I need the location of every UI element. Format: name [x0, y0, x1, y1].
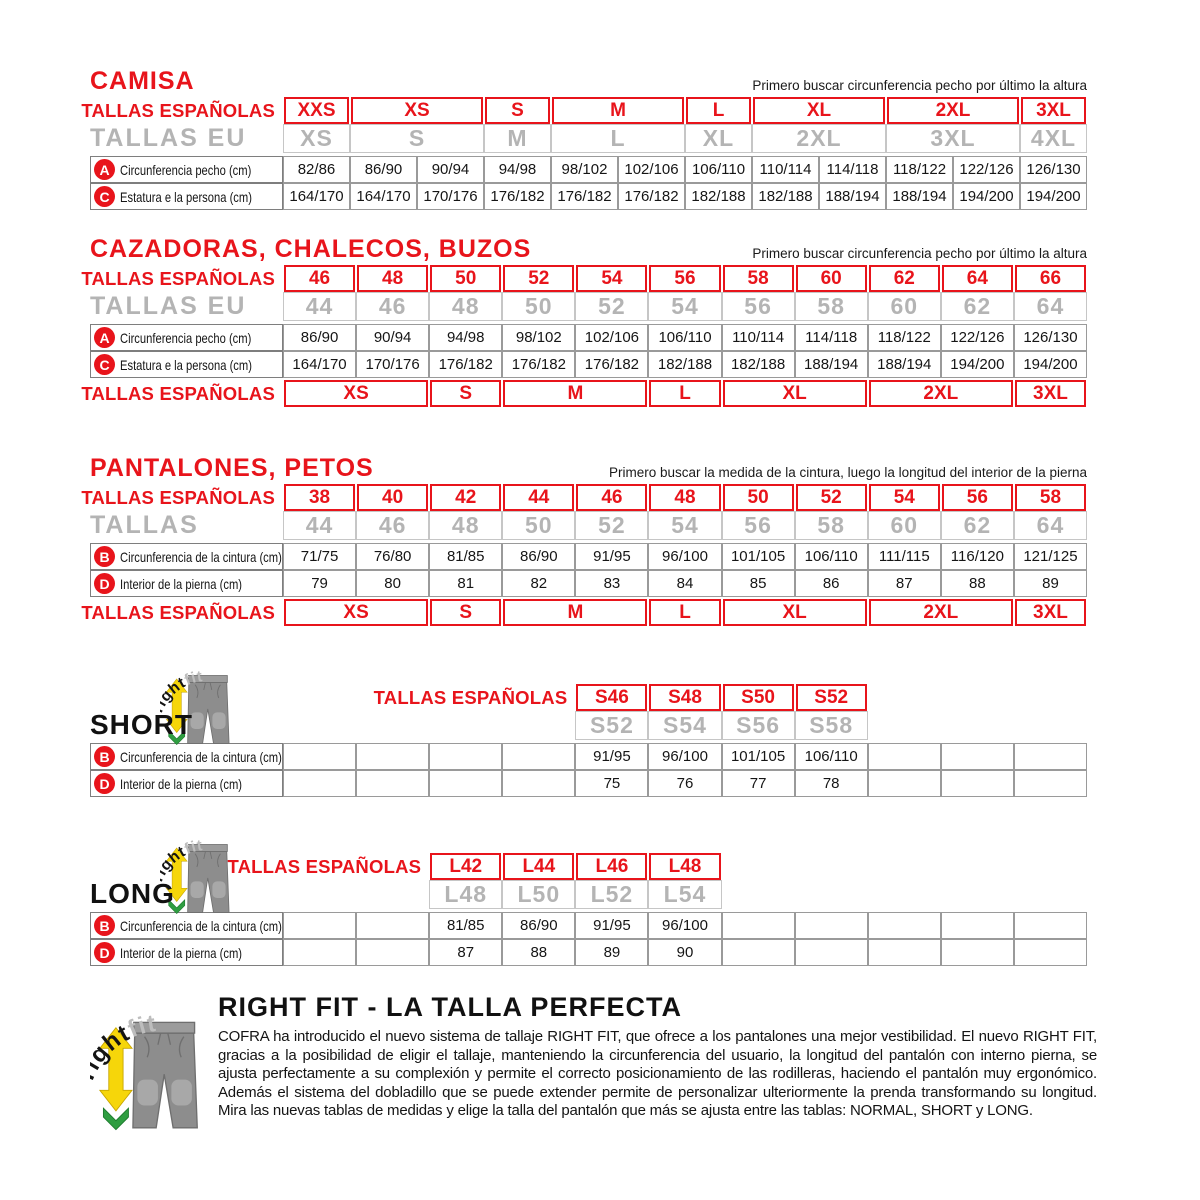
measure-value-cell: 85: [722, 570, 795, 597]
measure-value-cell: 87: [429, 939, 502, 966]
size-cell-eu: S54: [648, 711, 721, 740]
size-cell-letter: XL: [723, 380, 867, 407]
size-cell-eu: 44: [283, 511, 356, 540]
size-cell-eu: L48: [429, 880, 502, 909]
measure-value-cell: 76/80: [356, 543, 429, 570]
size-cell-es: XL: [753, 97, 885, 124]
measure-value-cell: 86/90: [283, 324, 356, 351]
section-rightfit: [90, 992, 1097, 1135]
measure-value-cell: 176/182: [551, 183, 618, 210]
measure-value-cell: 182/188: [752, 183, 819, 210]
spanish-sizes-label: TALLAS ESPAÑOLAS: [81, 486, 275, 508]
pantalones-title: PANTALONES, PETOS: [90, 454, 374, 482]
measure-badge-b: B: [94, 546, 115, 567]
size-cell-eu: 54: [648, 292, 721, 321]
measure-value-cell: 82/86: [283, 156, 350, 183]
measure-value-cell: 86/90: [502, 912, 575, 939]
measure-value-cell: 94/98: [484, 156, 551, 183]
size-cell-letter: M: [503, 380, 647, 407]
measure-label: Interior de la pierna (cm): [120, 775, 243, 792]
measure-badge-d: D: [94, 773, 115, 794]
measure-value-cell: [868, 912, 941, 939]
size-cell-letter: S: [430, 599, 501, 626]
measure-value-cell: [1014, 939, 1087, 966]
size-cell-eu: L: [551, 124, 685, 153]
measure-value-cell: 96/100: [648, 912, 721, 939]
short-spanish-sizes-row: [90, 684, 1087, 711]
spanish-sizes-label: TALLAS ESPAÑOLAS: [81, 99, 275, 121]
measure-value-cell: [502, 743, 575, 770]
measure-value-cell: [941, 770, 1014, 797]
size-cell-letter: S: [430, 380, 501, 407]
measure-value-cell: 91/95: [575, 743, 648, 770]
size-cell-es: M: [552, 97, 684, 124]
measure-value-cell: 114/118: [819, 156, 886, 183]
size-cell-letter: 3XL: [1015, 380, 1086, 407]
measure-row-height: [90, 183, 1087, 210]
measure-value-cell: [283, 912, 356, 939]
measure-value-cell: 86: [795, 570, 868, 597]
size-cell-eu: 62: [941, 292, 1014, 321]
rightfit-logo: [90, 992, 208, 1135]
eu-sizes-label: TALLAS: [90, 511, 199, 539]
measure-value-cell: 98/102: [551, 156, 618, 183]
measure-value-cell: 90/94: [356, 324, 429, 351]
measure-value-cell: 176/182: [618, 183, 685, 210]
measure-value-cell: [283, 770, 356, 797]
size-cell-es: S50: [723, 684, 794, 711]
measure-value-cell: 88: [941, 570, 1014, 597]
size-cell-es: 40: [357, 484, 428, 511]
size-cell-es: 52: [796, 484, 867, 511]
measure-label: Interior de la pierna (cm): [120, 575, 243, 592]
long-eu-sizes-row: [90, 880, 1087, 909]
measure-value-cell: 126/130: [1014, 324, 1087, 351]
size-cell-eu: S: [350, 124, 484, 153]
size-cell-eu: 48: [429, 292, 502, 321]
size-cell-letter: L: [649, 599, 720, 626]
pantalones-note: Primero buscar la medida de la cintura, luego la longitud del interior de la pierna: [608, 465, 1087, 480]
size-cell-es: S48: [649, 684, 720, 711]
measure-value-cell: 71/75: [283, 543, 356, 570]
measure-value-cell: [868, 743, 941, 770]
measure-value-cell: 90/94: [417, 156, 484, 183]
size-cell-eu: 62: [941, 511, 1014, 540]
size-cell-eu: 50: [502, 511, 575, 540]
measure-value-cell: 82: [502, 570, 575, 597]
size-cell-es: 58: [723, 265, 794, 292]
size-cell-es: 66: [1015, 265, 1086, 292]
size-cell-eu: 3XL: [886, 124, 1020, 153]
size-cell-es: 46: [576, 484, 647, 511]
measure-label: Circunferencia pecho (cm): [120, 329, 252, 346]
measure-row-inseam: [90, 570, 1087, 597]
measure-value-cell: 118/122: [868, 324, 941, 351]
measure-row-waist: [90, 543, 1087, 570]
measure-badge-b: B: [94, 746, 115, 767]
measure-label: Circunferencia de la cintura (cm): [120, 548, 282, 565]
size-cell-letter: M: [503, 599, 647, 626]
measure-value-cell: [722, 939, 795, 966]
measure-value-cell: 194/200: [953, 183, 1020, 210]
measure-value-cell: 79: [283, 570, 356, 597]
measure-value-cell: 176/182: [484, 183, 551, 210]
measure-value-cell: [429, 770, 502, 797]
measure-value-cell: 121/125: [1014, 543, 1087, 570]
measure-row-inseam: [90, 770, 1087, 797]
size-cell-eu: 64: [1014, 292, 1087, 321]
section-short: [90, 656, 1087, 797]
measure-value-cell: [356, 743, 429, 770]
cazadoras-title: CAZADORAS, CHALECOS, BUZOS: [90, 235, 532, 263]
size-cell-eu: XS: [283, 124, 350, 153]
spanish-sizes-label: TALLAS ESPAÑOLAS: [81, 601, 275, 623]
size-cell-eu: S56: [722, 711, 795, 740]
measure-value-cell: 106/110: [648, 324, 721, 351]
measure-value-cell: [356, 939, 429, 966]
section-pantalones: [81, 447, 1087, 626]
measure-value-cell: [941, 743, 1014, 770]
size-cell-eu: 46: [356, 292, 429, 321]
measure-row-chest: [90, 156, 1087, 183]
size-cell-es: 50: [723, 484, 794, 511]
measure-label: Circunferencia de la cintura (cm): [120, 917, 282, 934]
measure-value-cell: [283, 743, 356, 770]
size-cell-letter: 2XL: [869, 380, 1013, 407]
measure-value-cell: 176/182: [575, 351, 648, 378]
measure-row-height: [90, 351, 1087, 378]
measure-value-cell: 106/110: [685, 156, 752, 183]
measure-value-cell: 194/200: [941, 351, 1014, 378]
measure-value-cell: [1014, 743, 1087, 770]
measure-label: Circunferencia de la cintura (cm): [120, 748, 282, 765]
measure-value-cell: 182/188: [685, 183, 752, 210]
spanish-sizes-label: TALLAS ESPAÑOLAS: [81, 382, 275, 404]
size-cell-es: 54: [869, 484, 940, 511]
measure-value-cell: 164/170: [283, 183, 350, 210]
measure-badge-d: D: [94, 573, 115, 594]
size-cell-es: XXS: [284, 97, 349, 124]
size-cell-eu: 60: [868, 292, 941, 321]
measure-value-cell: 118/122: [886, 156, 953, 183]
measure-value-cell: 77: [722, 770, 795, 797]
cazadoras-eu-sizes-row: [90, 292, 1087, 321]
size-cell-eu: S52: [575, 711, 648, 740]
measure-value-cell: 102/106: [618, 156, 685, 183]
measure-value-cell: 88: [502, 939, 575, 966]
measure-value-cell: 164/170: [283, 351, 356, 378]
measure-value-cell: 122/126: [941, 324, 1014, 351]
measure-value-cell: 188/194: [819, 183, 886, 210]
measure-value-cell: 116/120: [941, 543, 1014, 570]
long-measure-table: [90, 912, 1087, 966]
measure-badge-b: B: [94, 915, 115, 936]
measure-value-cell: 91/95: [575, 543, 648, 570]
size-cell-es: 56: [649, 265, 720, 292]
measure-value-cell: [868, 939, 941, 966]
measure-value-cell: 188/194: [886, 183, 953, 210]
measure-value-cell: 96/100: [648, 543, 721, 570]
camisa-measure-table: [90, 156, 1087, 210]
size-cell-es: 38: [284, 484, 355, 511]
measure-value-cell: 176/182: [502, 351, 575, 378]
measure-value-cell: 89: [575, 939, 648, 966]
measure-row-waist: [90, 743, 1087, 770]
size-cell-eu: 52: [575, 511, 648, 540]
short-measure-table: [90, 743, 1087, 797]
size-cell-eu: L54: [648, 880, 721, 909]
size-cell-es: L42: [430, 853, 501, 880]
measure-value-cell: [283, 939, 356, 966]
size-cell-es: 54: [576, 265, 647, 292]
spanish-sizes-label: TALLAS ESPAÑOLAS: [373, 686, 568, 708]
size-cell-es: S: [485, 97, 550, 124]
measure-value-cell: 106/110: [795, 543, 868, 570]
camisa-note: Primero buscar circunferencia pecho por último la altura: [752, 78, 1087, 93]
size-cell-es: 52: [503, 265, 574, 292]
size-cell-eu: 58: [795, 292, 868, 321]
measure-value-cell: 87: [868, 570, 941, 597]
size-cell-letter: 2XL: [869, 599, 1013, 626]
camisa-title: CAMISA: [90, 67, 195, 95]
size-cell-eu: 44: [283, 292, 356, 321]
measure-value-cell: [795, 939, 868, 966]
measure-badge-d: D: [94, 942, 115, 963]
measure-value-cell: 114/118: [795, 324, 868, 351]
measure-value-cell: 81/85: [429, 543, 502, 570]
section-long: [90, 825, 1087, 966]
measure-label: Estatura e la persona (cm): [120, 188, 252, 205]
size-cell-letter: XL: [723, 599, 867, 626]
long-label: LONG: [90, 878, 175, 909]
pantalones-spanish-sizes-row: [81, 484, 1087, 511]
size-cell-es: 42: [430, 484, 501, 511]
measure-value-cell: 83: [575, 570, 648, 597]
rightfit-description: COFRA ha introducido el nuevo sistema de tallaje RIGHT FIT, que ofrece a los pantalones una mejor vestibilidad. El nuevo RIGHT FIT, gracias a la posibilidad de eligir el tallaje, manteniendo la circunferencia del usuario, la longitud del pantalón con interno pierna, se ajusta perfectamente a su complexión y permite el correcto posicionamiento de las rodilleras, haciendo el pantalón muy ergonómico. Además el sistema del dobladillo que se puede extender permite de personalizar ulteriormente la prenda transformando su longitud. Mira las nuevas tablas de medidas y elige la talla del pantalón que más se ajusta entre las tablas: NORMAL, SHORT y LONG.: [218, 1028, 1097, 1120]
measure-value-cell: 91/95: [575, 912, 648, 939]
eu-sizes-label: TALLAS EU: [90, 124, 247, 152]
measure-value-cell: 86/90: [502, 543, 575, 570]
measure-value-cell: 98/102: [502, 324, 575, 351]
measure-value-cell: 101/105: [722, 543, 795, 570]
measure-value-cell: 110/114: [722, 324, 795, 351]
measure-value-cell: 164/170: [350, 183, 417, 210]
measure-value-cell: 80: [356, 570, 429, 597]
size-cell-eu: 54: [648, 511, 721, 540]
rightfit-heading: RIGHT FIT - LA TALLA PERFECTA: [218, 992, 682, 1022]
measure-row-inseam: [90, 939, 1087, 966]
size-cell-es: L46: [576, 853, 647, 880]
cazadoras-measure-table: [90, 324, 1087, 378]
measure-value-cell: 89: [1014, 570, 1087, 597]
measure-value-cell: [502, 770, 575, 797]
measure-value-cell: [1014, 912, 1087, 939]
measure-value-cell: [941, 912, 1014, 939]
size-cell-es: L48: [649, 853, 720, 880]
measure-value-cell: 76: [648, 770, 721, 797]
measure-value-cell: 194/200: [1020, 183, 1087, 210]
size-cell-es: 48: [649, 484, 720, 511]
size-cell-es: 46: [284, 265, 355, 292]
measure-value-cell: 111/115: [868, 543, 941, 570]
size-cell-eu: 56: [722, 511, 795, 540]
measure-value-cell: 188/194: [795, 351, 868, 378]
size-cell-es: 2XL: [887, 97, 1019, 124]
size-cell-letter: XS: [284, 380, 428, 407]
measure-value-cell: [356, 770, 429, 797]
size-cell-es: 56: [942, 484, 1013, 511]
measure-value-cell: 101/105: [722, 743, 795, 770]
measure-badge-c: C: [94, 354, 115, 375]
spanish-sizes-label: TALLAS ESPAÑOLAS: [227, 855, 422, 877]
measure-value-cell: 78: [795, 770, 868, 797]
measure-value-cell: 170/176: [417, 183, 484, 210]
measure-value-cell: 170/176: [356, 351, 429, 378]
measure-value-cell: 96/100: [648, 743, 721, 770]
size-cell-letter: 3XL: [1015, 599, 1086, 626]
measure-value-cell: 122/126: [953, 156, 1020, 183]
size-cell-eu: M: [484, 124, 551, 153]
measure-value-cell: 182/188: [648, 351, 721, 378]
measure-value-cell: [356, 912, 429, 939]
size-cell-eu: S58: [795, 711, 868, 740]
size-cell-es: L: [686, 97, 751, 124]
size-cell-letter: XS: [284, 599, 428, 626]
size-cell-eu: L52: [575, 880, 648, 909]
size-cell-eu: 48: [429, 511, 502, 540]
measure-label: Estatura e la persona (cm): [120, 356, 252, 373]
size-cell-es: 58: [1015, 484, 1086, 511]
measure-value-cell: 81/85: [429, 912, 502, 939]
measure-value-cell: 84: [648, 570, 721, 597]
pantalones-eu-sizes-row: [90, 511, 1087, 540]
long-spanish-sizes-row: [90, 853, 1087, 880]
pantalones-spanish-letter-sizes-row: [81, 599, 1087, 626]
measure-value-cell: 86/90: [350, 156, 417, 183]
short-label: SHORT: [90, 709, 193, 740]
measure-value-cell: 106/110: [795, 743, 868, 770]
measure-value-cell: 110/114: [752, 156, 819, 183]
size-cell-es: S52: [796, 684, 867, 711]
size-cell-eu: 2XL: [752, 124, 886, 153]
measure-value-cell: [722, 912, 795, 939]
short-eu-sizes-row: [90, 711, 1087, 740]
measure-value-cell: 75: [575, 770, 648, 797]
camisa-spanish-sizes-row: [81, 97, 1087, 124]
measure-badge-a: A: [94, 327, 115, 348]
measure-value-cell: 102/106: [575, 324, 648, 351]
measure-value-cell: [795, 912, 868, 939]
size-cell-es: 50: [430, 265, 501, 292]
size-cell-es: 48: [357, 265, 428, 292]
measure-value-cell: [868, 770, 941, 797]
cazadoras-spanish-sizes-row: [81, 265, 1087, 292]
measure-value-cell: [429, 743, 502, 770]
measure-value-cell: 182/188: [722, 351, 795, 378]
size-cell-eu: 4XL: [1020, 124, 1087, 153]
measure-value-cell: 188/194: [868, 351, 941, 378]
measure-value-cell: 194/200: [1014, 351, 1087, 378]
section-camisa: [81, 60, 1087, 210]
size-cell-eu: 52: [575, 292, 648, 321]
measure-value-cell: [941, 939, 1014, 966]
size-cell-eu: 60: [868, 511, 941, 540]
size-cell-es: 62: [869, 265, 940, 292]
size-cell-es: 3XL: [1021, 97, 1086, 124]
measure-row-chest: [90, 324, 1087, 351]
size-cell-eu: XL: [685, 124, 752, 153]
measure-badge-c: C: [94, 186, 115, 207]
eu-sizes-label: TALLAS EU: [90, 292, 247, 320]
spanish-sizes-label: TALLAS ESPAÑOLAS: [81, 267, 275, 289]
size-cell-es: L44: [503, 853, 574, 880]
cazadoras-note: Primero buscar circunferencia pecho por último la altura: [752, 246, 1087, 261]
size-cell-es: 60: [796, 265, 867, 292]
cazadoras-spanish-letter-sizes-row: [81, 380, 1087, 407]
size-cell-es: S46: [576, 684, 647, 711]
camisa-eu-sizes-row: [90, 124, 1087, 153]
measure-label: Circunferencia pecho (cm): [120, 161, 252, 178]
size-cell-es: 44: [503, 484, 574, 511]
size-cell-eu: 64: [1014, 511, 1087, 540]
measure-value-cell: 126/130: [1020, 156, 1087, 183]
size-cell-eu: 46: [356, 511, 429, 540]
measure-badge-a: A: [94, 159, 115, 180]
measure-value-cell: 176/182: [429, 351, 502, 378]
measure-value-cell: 94/98: [429, 324, 502, 351]
pantalones-measure-table: [90, 543, 1087, 597]
measure-row-waist: [90, 912, 1087, 939]
measure-value-cell: 81: [429, 570, 502, 597]
measure-label: Interior de la pierna (cm): [120, 944, 243, 961]
section-cazadoras: [81, 228, 1087, 407]
size-cell-es: XS: [351, 97, 483, 124]
size-cell-eu: 58: [795, 511, 868, 540]
measure-value-cell: [1014, 770, 1087, 797]
size-cell-eu: 50: [502, 292, 575, 321]
size-cell-eu: 56: [722, 292, 795, 321]
size-cell-es: 64: [942, 265, 1013, 292]
measure-value-cell: 90: [648, 939, 721, 966]
size-cell-letter: L: [649, 380, 720, 407]
size-cell-eu: L50: [502, 880, 575, 909]
